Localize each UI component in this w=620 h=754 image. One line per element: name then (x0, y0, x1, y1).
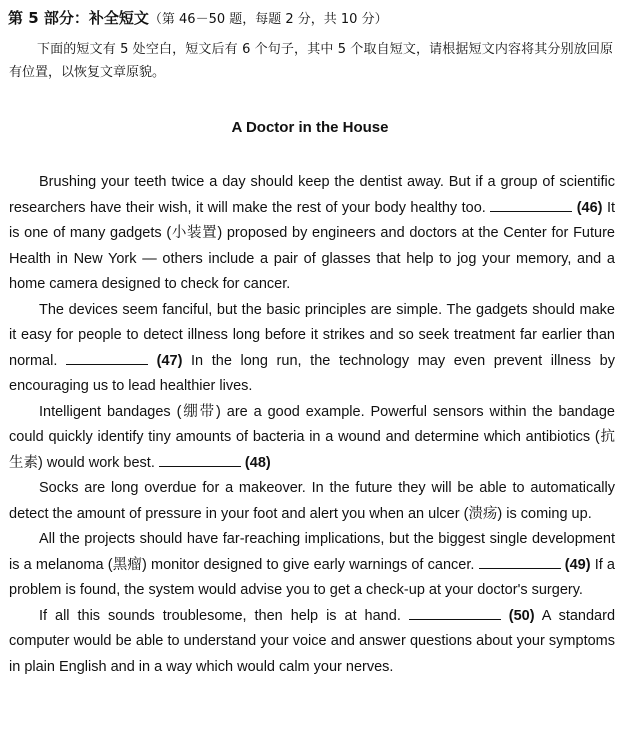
paragraph-5-text-b: If a problem is found, the system would advise you to get a check-up at your doctor's surgery. (9, 556, 615, 598)
paragraph-6-text-b: A standard computer would be able to understand your voice and answer questions about your symptoms in plain English and in a way which would calm your nerves. (9, 607, 616, 675)
instructions: 下面的短文有 5 处空白，短文后有 6 个句子，其中 5 个取自短文，请根据短文内容将其分别放回原有位置，以恢复文章原貌。 (9, 42, 613, 80)
passage (9, 170, 615, 680)
section-label: 第 5 部分：补全短文 (8, 9, 149, 27)
answer-blank-48 (159, 453, 241, 467)
paragraph-3 (9, 400, 615, 477)
answer-blank-47 (66, 351, 148, 365)
paragraph-5 (9, 527, 615, 604)
answer-blank-49 (479, 555, 561, 569)
blank-number-50: (50) (508, 607, 535, 624)
paragraph-1-text-a: Brushing your teeth twice a day should keep the dentist away. But if a group of scientific researchers have their wish, it will make the rest of your body healthy too. (9, 174, 615, 216)
blank-number-47: (47) (156, 352, 183, 369)
blank-number-49: (49) (564, 556, 591, 573)
answer-blank-50 (409, 606, 501, 620)
paragraph-2-text-a: The devices seem fanciful, but the basic principles are simple. The gadgets should make it easy for people to detect illness long before it strikes and so seek treatment far earlier than normal. (9, 301, 615, 369)
paragraph-5-text-a: All the projects should have far-reaching implications, but the biggest single development is a melanoma (黑瘤) monitor designed to give early warnings of cancer. (9, 531, 615, 573)
section-header (8, 9, 613, 29)
paragraph-4 (9, 476, 615, 527)
paragraph-1 (9, 170, 615, 298)
paragraph-2-text-b: In the long run, the technology may even prevent illness by encouraging us to lead healthier lives. (9, 352, 615, 394)
blank-number-48: (48) (244, 454, 271, 471)
passage-title: A Doctor in the House (231, 119, 389, 136)
paragraph-6-text-a: If all this sounds troublesome, then help is at hand. (39, 607, 401, 624)
answer-blank-46 (490, 198, 572, 212)
paragraph-6 (9, 604, 615, 681)
paragraph-4-text-a: Socks are long overdue for a makeover. In the future they will be able to automatically detect the amount of pressure in your foot and alert you when an ulcer (溃疡) is coming up. (9, 480, 615, 522)
paragraph-3-text-a: Intelligent bandages (绷带) are a good example. Powerful sensors within the bandage could quickly identify tiny amounts of bacteria in a wound and determine which antibiotics (抗生素) would work best. (9, 403, 615, 471)
section-note: （第 46－50 题，每题 2 分，共 10 分） (148, 12, 388, 27)
paragraph-2 (9, 298, 615, 400)
paragraph-1-text-b: It is one of many gadgets (小装置) proposed by engineers and doctors at the Center for Future Health in New York — others include a pair of glasses that help to jog your memory, and a home camera designed to check for cancer. (9, 199, 616, 292)
blank-number-46: (46) (576, 199, 603, 216)
